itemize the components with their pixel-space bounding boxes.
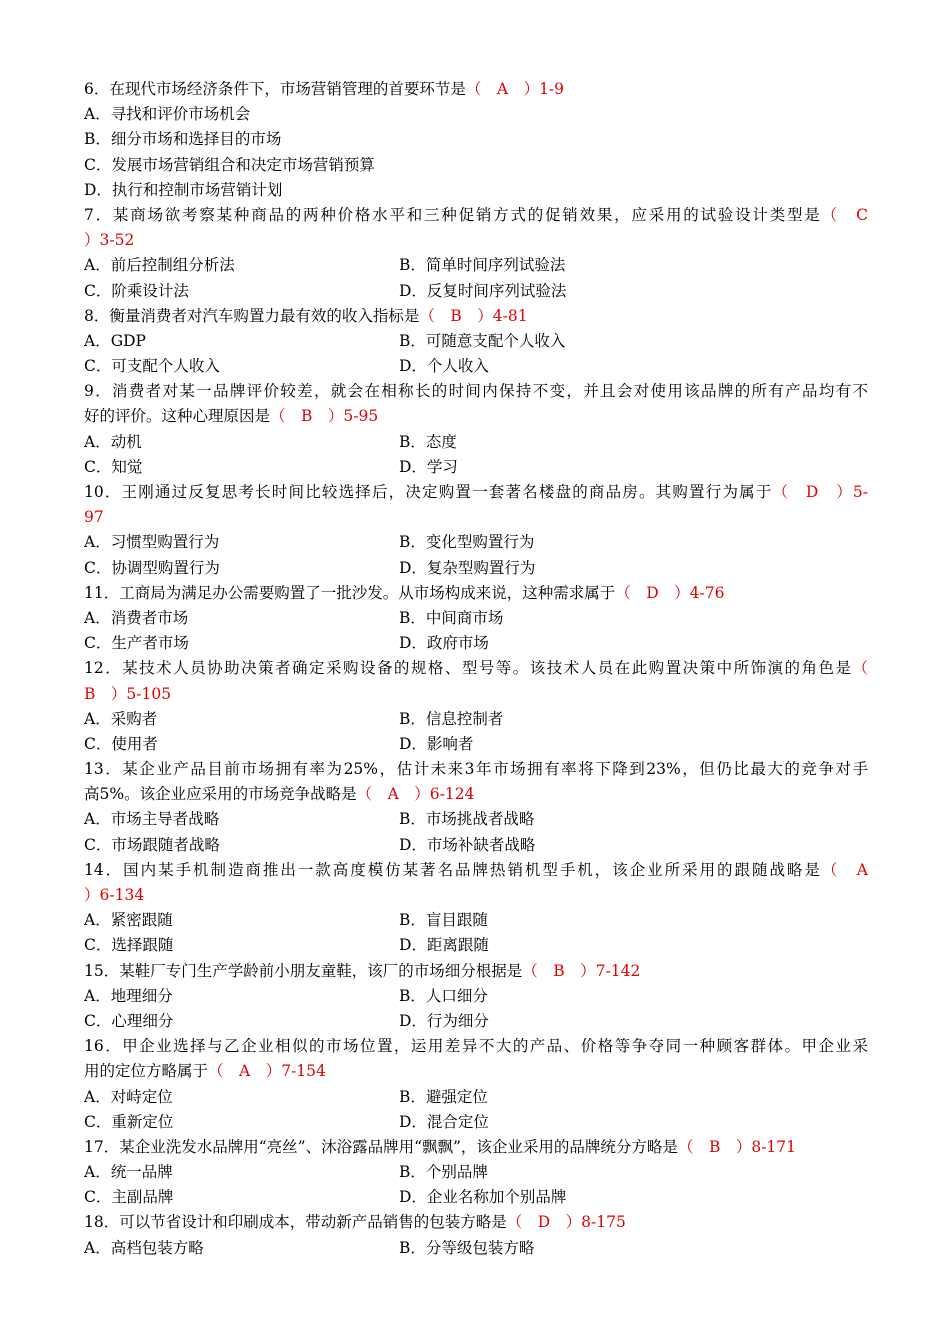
answer-option: C．协调型购置行为 — [84, 558, 220, 577]
question-text: 16．甲企业选择与乙企业相似的市场位置，运用差异不大的产品、价格等争夺同一种顾客群体。甲企业采 — [84, 1037, 868, 1056]
answer-option: C．主副品牌 — [84, 1188, 174, 1207]
answer-mark: （ A ）1-9 — [465, 80, 565, 98]
answer-mark: （ D ）5- — [772, 483, 868, 501]
answer-option: D．政府市场 — [399, 634, 489, 653]
answer-option: B．变化型购置行为 — [399, 533, 535, 552]
question-block — [84, 203, 868, 304]
answer-option: A．动机 — [84, 432, 142, 451]
question-text-line — [84, 379, 868, 404]
question-text: 15．某鞋厂专门生产学龄前小朋友童鞋，该厂的市场细分根据是 — [84, 961, 523, 980]
answer-option: C．生产者市场 — [84, 634, 189, 653]
answer-mark: （ A ）7-154 — [208, 1062, 326, 1081]
answer-option: A．紧密跟随 — [84, 911, 173, 930]
question-text: 6．在现代市场经济条件下，市场营销管理的首要环节是 — [84, 80, 466, 98]
answer-option: A．寻找和评价市场机会 — [84, 105, 251, 124]
answer-mark: （ A ）6-124 — [356, 785, 475, 804]
question-block — [84, 379, 868, 480]
question-text-line — [84, 656, 868, 681]
answer-option: B．态度 — [399, 432, 457, 451]
question-block — [84, 656, 868, 757]
answer-option: A．消费者市场 — [84, 608, 189, 627]
answer-option: C．选择跟随 — [84, 936, 174, 955]
answer-option: A．地理细分 — [84, 986, 173, 1005]
question-text: 11．工商局为满足办公需要购置了一批沙发。从市场构成来说，这种需求属于 — [84, 583, 616, 602]
question-block — [84, 1210, 868, 1260]
answer-mark: （ B ）5-95 — [270, 407, 379, 426]
answer-option: D．个人收入 — [399, 357, 489, 376]
question-text-line — [84, 304, 868, 329]
question-text: 用的定位方略属于 — [84, 1062, 209, 1081]
option-row — [84, 933, 868, 958]
question-block — [84, 581, 868, 657]
question-block — [84, 304, 868, 380]
answer-mark: （ C — [821, 205, 868, 224]
answer-option: B．人口细分 — [399, 986, 488, 1005]
question-text: 9．消费者对某一品牌评价较差，就会在相称长的时间内保持不变，并且会对使用该品牌的所有产品均有不 — [84, 382, 868, 401]
answer-option: D．反复时间序列试验法 — [399, 281, 567, 300]
question-text-line — [84, 581, 868, 606]
question-text-line — [84, 883, 868, 908]
answer-option: D．市场补缺者战略 — [399, 835, 536, 854]
question-text-line — [84, 203, 868, 228]
option-row — [84, 556, 868, 581]
question-block — [84, 1135, 868, 1211]
answer-mark: （ D ）8-175 — [506, 1213, 626, 1232]
answer-mark: （ — [852, 659, 868, 678]
answer-option: C．重新定位 — [84, 1112, 174, 1131]
answer-option: B．中间商市场 — [399, 608, 504, 627]
option-row — [84, 329, 868, 354]
question-text: 17．某企业洗发水品牌用“亮丝”、沐浴露品牌用“飘飘”，该企业采用的品牌统分方略是 — [84, 1137, 678, 1156]
answer-option: A．高档包装方略 — [84, 1238, 204, 1257]
option-row — [84, 1009, 868, 1034]
answer-option: A．市场主导者战略 — [84, 810, 220, 829]
answer-option: A．对峙定位 — [84, 1087, 173, 1106]
question-text: 7．某商场欲考察某种商品的两种价格水平和三种促销方式的促销效果，应采用的试验设计类型是 — [84, 205, 822, 224]
option-row — [84, 153, 868, 178]
question-text-line — [84, 1034, 868, 1059]
answer-option: B．盲目跟随 — [399, 911, 488, 930]
answer-option: A．前后控制组分析法 — [84, 256, 235, 275]
question-text-line — [84, 228, 868, 253]
option-row — [84, 807, 868, 832]
answer-option: B．市场挑战者战略 — [399, 810, 535, 829]
answer-option: D．学习 — [399, 457, 458, 476]
answer-option: C．知觉 — [84, 457, 143, 476]
question-text: 10．王刚通过反复思考长时间比较选择后，决定购置一套著名楼盘的商品房。其购置行为属于 — [84, 483, 773, 501]
answer-option: D．行为细分 — [399, 1011, 489, 1030]
question-text-line — [84, 858, 868, 883]
option-row — [84, 732, 868, 757]
option-row — [84, 455, 868, 480]
answer-mark: （ B ）7-142 — [522, 961, 641, 980]
answer-mark: （ B ）8-171 — [677, 1137, 797, 1156]
answer-option: A．采购者 — [84, 709, 158, 728]
option-row — [84, 279, 868, 304]
answer-option: C．使用者 — [84, 734, 158, 753]
option-row — [84, 1160, 868, 1185]
answer-mark: （ B ）4-81 — [419, 306, 528, 325]
question-text: 高5%。该企业应采用的市场竞争战略是 — [84, 785, 357, 804]
option-row — [84, 430, 868, 455]
question-text-line — [84, 1210, 868, 1235]
answer-option: C．阶乘设计法 — [84, 281, 189, 300]
answer-option: B．可随意支配个人收入 — [399, 331, 566, 350]
option-row — [84, 606, 868, 631]
answer-option: C．市场跟随者战略 — [84, 835, 220, 854]
answer-option: D．复杂型购置行为 — [399, 558, 536, 577]
answer-option: A．GDP — [84, 331, 146, 350]
answer-option: B．信息控制者 — [399, 709, 504, 728]
question-text-line — [84, 757, 868, 782]
answer-option: D．企业名称加个别品牌 — [399, 1188, 567, 1207]
answer-mark: （ D ）4-76 — [615, 583, 725, 602]
question-text-line — [84, 959, 868, 984]
option-row — [84, 354, 868, 379]
option-row — [84, 1236, 868, 1261]
answer-option: D．影响者 — [399, 734, 474, 753]
answer-option: B．细分市场和选择目的市场 — [84, 130, 282, 149]
option-row — [84, 178, 868, 203]
answer-option: C．发展市场营销组合和决定市场营销预算 — [84, 155, 375, 174]
question-text: 12．某技术人员协助决策者确定采购设备的规格、型号等。该技术人员在此购置决策中所饰演的角色是 — [84, 659, 853, 678]
answer-mark: B ）5-105 — [84, 684, 172, 703]
answer-mark: ）3-52 — [84, 231, 135, 250]
option-row — [84, 833, 868, 858]
question-block — [84, 480, 868, 581]
option-row — [84, 707, 868, 732]
answer-mark: 97 — [84, 508, 104, 527]
answer-option: C．可支配个人收入 — [84, 357, 220, 376]
answer-option: C．心理细分 — [84, 1011, 174, 1030]
question-block — [84, 858, 868, 959]
answer-option: B．避强定位 — [399, 1087, 488, 1106]
option-row — [84, 253, 868, 278]
option-row — [84, 908, 868, 933]
question-text-line — [84, 480, 868, 505]
question-block — [84, 77, 868, 203]
option-row — [84, 530, 868, 555]
option-row — [84, 984, 868, 1009]
option-row — [84, 1110, 868, 1135]
question-text-line — [84, 404, 868, 429]
answer-option: D．执行和控制市场营销计划 — [84, 180, 283, 199]
answer-option: A．习惯型购置行为 — [84, 533, 220, 552]
question-text: 18．可以节省设计和印刷成本，带动新产品销售的包装方略是 — [84, 1213, 507, 1232]
option-row — [84, 102, 868, 127]
answer-option: B．个别品牌 — [399, 1163, 488, 1182]
answer-option: A．统一品牌 — [84, 1163, 173, 1182]
question-text: 8．衡量消费者对汽车购置力最有效的收入指标是 — [84, 306, 420, 325]
question-text-line — [84, 1135, 868, 1160]
question-text: 14．国内某手机制造商推出一款高度模仿某著名品牌热销机型手机，该企业所采用的跟随战略是 — [84, 860, 822, 879]
option-row — [84, 1185, 868, 1210]
question-text-line — [84, 77, 868, 102]
exam-page — [84, 77, 868, 1261]
question-text-line — [84, 1059, 868, 1084]
question-text-line — [84, 682, 868, 707]
answer-option: B．分等级包装方略 — [399, 1238, 535, 1257]
answer-option: B．简单时间序列试验法 — [399, 256, 566, 275]
question-block — [84, 959, 868, 1035]
question-text-line — [84, 782, 868, 807]
question-block — [84, 757, 868, 858]
answer-mark: （ A — [821, 860, 868, 879]
answer-option: D．混合定位 — [399, 1112, 489, 1131]
answer-mark: ）6-134 — [84, 886, 145, 904]
option-row — [84, 127, 868, 152]
question-text: 13．某企业产品目前市场拥有率为25%，估计未来3年市场拥有率将下降到23%，但仍比最大的竞争对手 — [84, 760, 868, 779]
option-row — [84, 1085, 868, 1110]
option-row — [84, 631, 868, 656]
question-text: 好的评价。这种心理原因是 — [84, 407, 271, 426]
answer-option: D．距离跟随 — [399, 936, 489, 955]
question-text-line — [84, 505, 868, 530]
question-block — [84, 1034, 868, 1135]
